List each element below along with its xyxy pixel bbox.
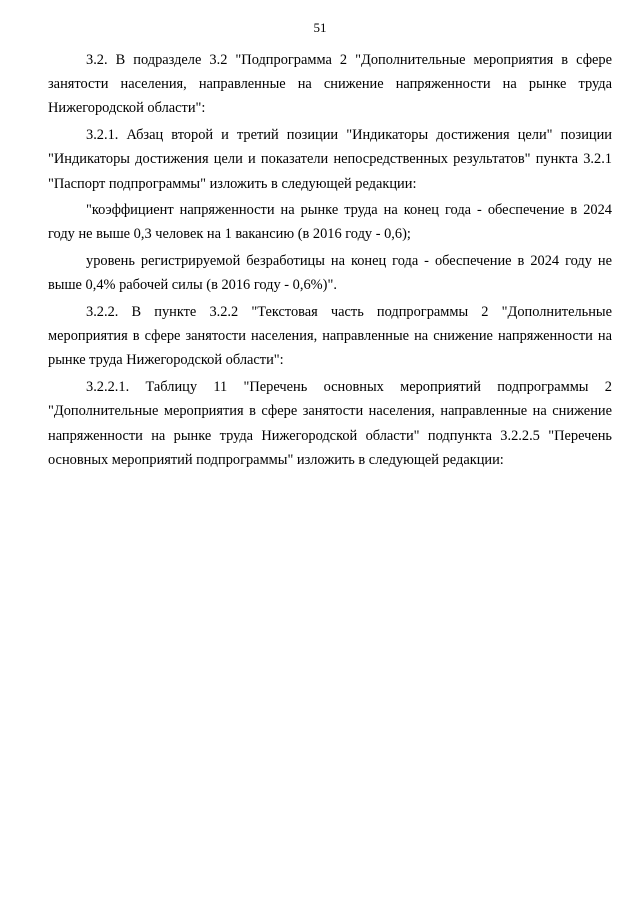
- paragraph-3-2-1: 3.2.1. Абзац второй и третий позиции "Индикаторы достижения цели" позиции "Индикаторы достижения цели и показатели непосредственных результатов" пункта 3.2.1 "Паспорт подпрограммы" изложить в следующей редакции:: [48, 127, 612, 192]
- paragraph-3-2: 3.2. В подразделе 3.2 "Подпрограмма 2 "Дополнительные мероприятия в сфере занятости населения, направленные на снижение напряженности на рынке труда Нижегородской области":: [48, 52, 612, 117]
- page-number: 51: [313, 20, 327, 35]
- body-text: [48, 48, 612, 474]
- paragraph-quote-unemployment-level: уровень регистрируемой безработицы на конец года - обеспечение в 2024 году не выше 0,4% рабочей силы (в 2016 году - 0,6%)".: [48, 253, 612, 294]
- paragraph-3-2-2-1: 3.2.2.1. Таблицу 11 "Перечень основных мероприятий подпрограммы 2 "Дополнительные мероприятия в сфере занятости населения, направленные на снижение напряженности на рынке труда Нижегородской области" подпункта 3.2.2.5 "Перечень основных мероприятий подпрограммы" изложить в следующей редакции:: [48, 379, 612, 468]
- paragraph-3-2-2: 3.2.2. В пункте 3.2.2 "Текстовая часть подпрограммы 2 "Дополнительные мероприятия в сфере занятости населения, направленные на снижение напряженности на рынке труда Нижегородской области":: [48, 304, 612, 369]
- paragraph-quote-tension-coefficient: "коэффициент напряженности на рынке труда на конец года - обеспечение в 2024 году не выше 0,3 человек на 1 вакансию (в 2016 году - 0,6);: [48, 202, 612, 243]
